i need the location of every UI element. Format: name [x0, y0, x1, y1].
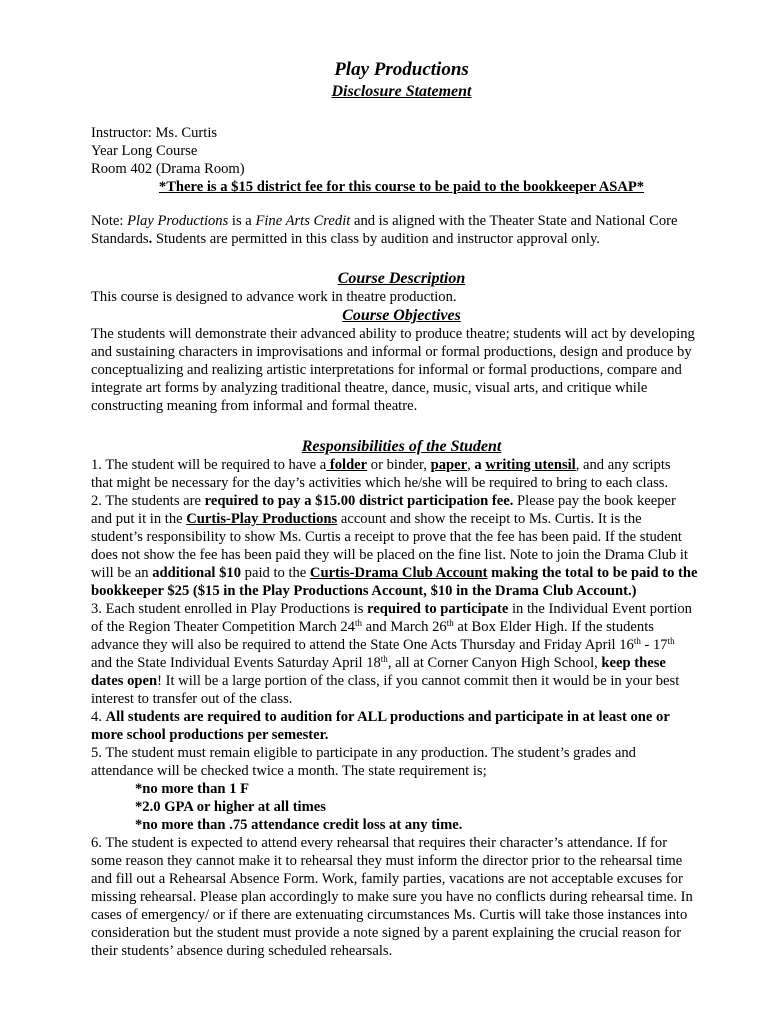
course-length-line: Year Long Course	[91, 143, 198, 159]
requirement-item: *no more than .75 attendance credit loss at any time.	[135, 817, 463, 833]
course-objectives-text: The students will demonstrate their advanced ability to produce theatre; students will act by developing and sustaining characters in improvisations and informal or formal productions, design and produce by conceptualizing and realizing artistic interpretations for informal or formal productions, compare and integrate art forms by analyzing traditional theatre, dance, music, visual arts, and critique while constructing meaning from informal and formal theatre.	[91, 326, 695, 414]
responsibility-4: 4. All students are required to audition for ALL productions and participate in at least one or more school productions per semester.	[91, 709, 670, 743]
requirement-item: *no more than 1 F	[135, 781, 250, 797]
responsibilities-heading: Responsibilities of the Student	[301, 438, 502, 455]
requirement-item: *2.0 GPA or higher at all times	[135, 799, 326, 815]
document-title: Play Productions	[334, 59, 469, 80]
room-line: Room 402 (Drama Room)	[91, 161, 245, 177]
responsibility-2: 2. The students are required to pay a $15.00 district participation fee. Please pay the book keeper and put it in the Curtis-Play Productions account and show the receipt to Ms. Curtis. It is the student’s responsibility to show Ms. Curtis a receipt to prove that the fee has been paid. If the student does not show the fee has been paid they will be placed on the fine list. Note to join the Drama Club it will be an additional $10 paid to the Curtis-Drama Club Account making the total to be paid to the bookkeeper $25 ($15 in the Play Productions Account, $10 in the Drama Club Account.)	[91, 493, 698, 599]
responsibility-3: 3. Each student enrolled in Play Productions is required to participate in the Individual Event portion of the Region Theater Competition March 24th and March 26th at Box Elder High. If the students advance they will also be required to attend the State One Acts Thursday and Friday April 16th - 17th and the State Individual Events Saturday April 18th, all at Corner Canyon High School, keep these dates open! It will be a large portion of the class, if you cannot commit then it would be in your best interest to transfer out of the class.	[91, 601, 692, 707]
document-subtitle: Disclosure Statement	[331, 83, 472, 100]
responsibility-5: 5. The student must remain eligible to participate in any production. The student’s grades and attendance will be checked twice a month. The state requirement is; *no more than 1 F *2.0 GPA or higher at all times *no more than .75 attendance credit loss at any time.	[91, 744, 712, 834]
fee-notice: *There is a $15 district fee for this course to be paid to the bookkeeper ASAP*	[158, 179, 645, 195]
responsibility-6: 6. The student is expected to attend every rehearsal that requires their character’s attendance. If for some reason they cannot make it to rehearsal they must inform the director prior to the rehearsal time and fill out a Rehearsal Absence Form. Work, family parties, vacations are not acceptable excuses for missing rehearsal. Please plan accordingly to make sure you have no conflicts during rehearsal time. In cases of emergency/ or if there are extenuating circumstances Ms. Curtis will take those instances into consideration but the student must provide a note signed by a parent explaining the crucial reason for their students’ absence during scheduled rehearsals.	[91, 835, 693, 959]
course-description-heading: Course Description	[337, 270, 466, 287]
responsibility-1: 1. The student will be required to have a folder or binder, paper, a writing utensil, and any scripts that might be necessary for the day’s activities which he/she will be required to bring to each class.	[91, 457, 671, 491]
note-paragraph: Note: Play Productions is a Fine Arts Credit and is aligned with the Theater State and National Core Standards. Students are permitted in this class by audition and instructor approval only.	[91, 213, 678, 247]
course-objectives-heading: Course Objectives	[342, 307, 461, 324]
course-description-text: This course is designed to advance work in theatre production.	[91, 289, 457, 305]
instructor-line: Instructor: Ms. Curtis	[91, 125, 218, 141]
